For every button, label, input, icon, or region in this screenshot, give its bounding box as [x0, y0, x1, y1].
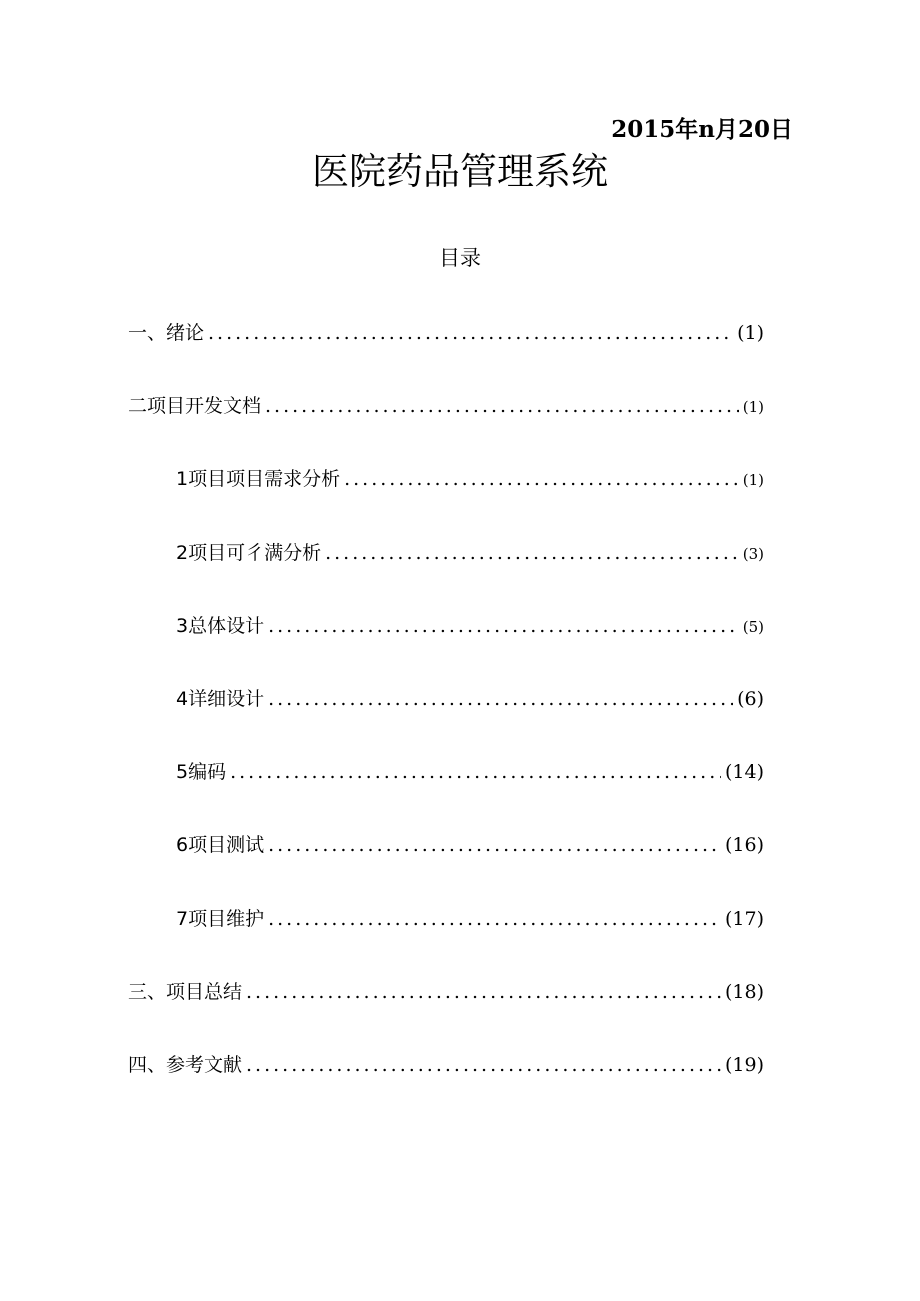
toc-entry-overall-design — [128, 611, 764, 684]
toc-entry-label: 1项目项目需求分析 — [176, 468, 341, 491]
toc-entry-summary — [128, 977, 764, 1050]
toc-entry-page: (6) — [737, 687, 764, 710]
toc-dot-leader — [268, 830, 721, 860]
toc-entry-label: 4详细设计 — [176, 687, 265, 710]
toc-entry-introduction — [128, 318, 764, 391]
toc-entry-page: (16) — [724, 834, 764, 857]
toc-entry-label: 2项目可彳满分析 — [176, 541, 322, 564]
toc-entry-maintenance — [128, 904, 764, 977]
toc-dot-leader — [268, 684, 733, 714]
toc-entry-page: (1) — [742, 398, 764, 417]
table-of-contents — [128, 318, 764, 1123]
toc-entry-page: (17) — [724, 907, 764, 930]
toc-entry-page: (3) — [742, 544, 764, 563]
toc-entry-label: 5编码 — [176, 761, 227, 784]
toc-dot-leader — [325, 538, 739, 568]
toc-entry-feasibility — [128, 538, 764, 611]
toc-entry-label: 二项目开发文档 — [128, 395, 262, 418]
document-date: 2015年n月20日 — [611, 116, 793, 143]
toc-entry-page: (1) — [742, 471, 764, 490]
toc-entry-label: 7项目维护 — [176, 907, 265, 930]
toc-dot-leader — [246, 1050, 721, 1080]
toc-entry-label: 6项目测试 — [176, 834, 265, 857]
toc-entry-page: (1) — [737, 322, 764, 344]
toc-dot-leader — [265, 391, 739, 421]
toc-entry-page: (18) — [724, 980, 764, 1003]
toc-entry-testing — [128, 830, 764, 903]
toc-entry-label: 四、参考文献 — [128, 1053, 243, 1076]
toc-dot-leader — [344, 464, 739, 494]
toc-entry-label: 3总体设计 — [176, 614, 265, 637]
toc-dot-leader — [268, 904, 721, 934]
toc-dot-leader — [246, 977, 721, 1007]
toc-dot-leader — [268, 611, 739, 641]
toc-entry-label: 一、绪论 — [128, 322, 205, 344]
toc-entry-requirements — [128, 464, 764, 537]
toc-entry-dev-docs — [128, 391, 764, 464]
toc-heading: 目录 — [439, 246, 481, 270]
toc-entry-detailed-design — [128, 684, 764, 757]
toc-entry-references — [128, 1050, 764, 1123]
toc-entry-coding — [128, 757, 764, 830]
document-title: 医院药品管理系统 — [312, 150, 608, 193]
toc-dot-leader — [230, 757, 721, 787]
toc-entry-label: 三、项目总结 — [128, 980, 243, 1003]
toc-dot-leader — [208, 318, 733, 348]
toc-entry-page: (19) — [724, 1053, 764, 1076]
toc-entry-page: (5) — [742, 617, 764, 636]
toc-entry-page: (14) — [724, 761, 764, 784]
